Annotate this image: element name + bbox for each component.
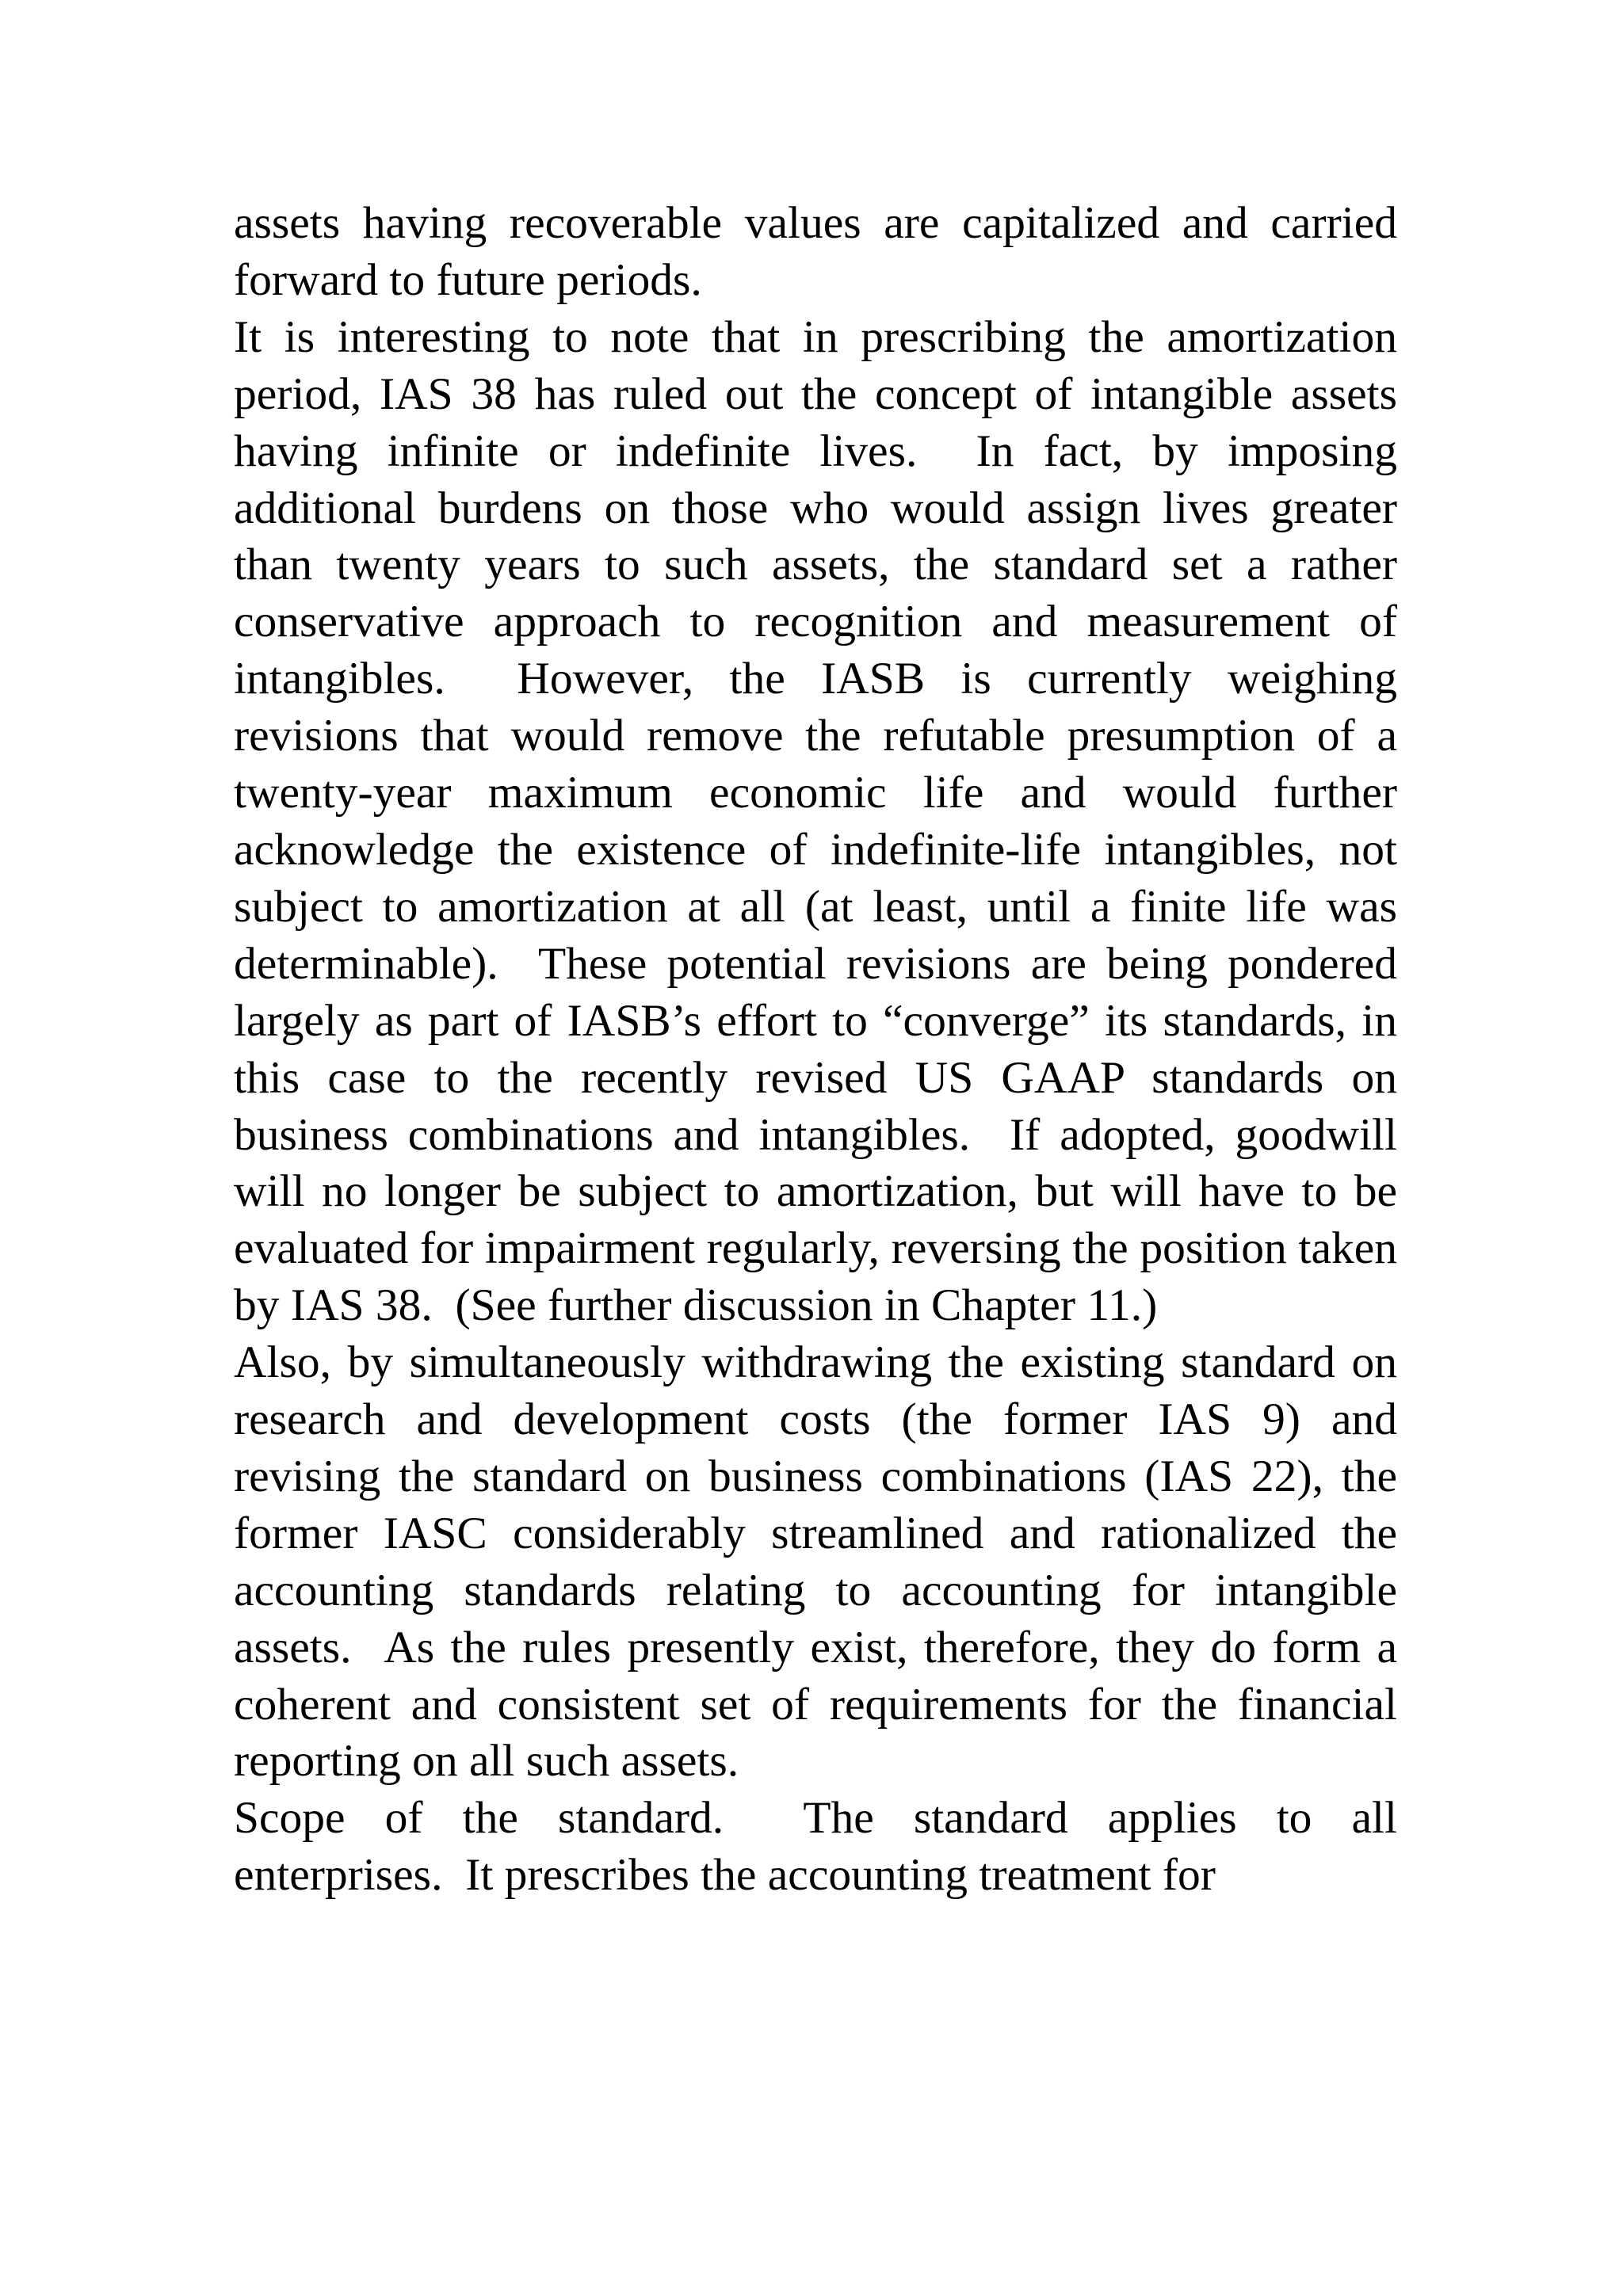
- body-text: [234, 195, 1397, 1904]
- paragraph-3: Also, by simultaneously withdrawing the existing standard on research and development costs (the former IAS 9) and revising the standard on business combinations (IAS 22), the former IASC considerably streamlined and rationalized the accounting standards relating to accounting for intangible assets. As the rules presently exist, therefore, they do form a coherent and consistent set of requirements for the financial reporting on all such assets.: [234, 1337, 1397, 1787]
- paragraph-2: It is interesting to note that in prescribing the amortization period, IAS 38 has ruled out the concept of intangible assets having infinite or indefinite lives. In fact, by imposing additional burdens on those who would assign lives greater than twenty years to such assets, the standard set a rather conservative approach to recognition and measurement of intangibles. However, the IASB is currently weighing revisions that would remove the refutable presumption of a twenty-year maximum economic life and would further acknowledge the existence of indefinite-life intangibles, not subject to amortization at all (at least, until a finite life was determinable). These potential revisions are being pondered largely as part of IASB’s effort to “converge” its standards, in this case to the recently revised US GAAP standards on business combinations and intangibles. If adopted, goodwill will no longer be subject to amortization, but will have to be evaluated for impairment regularly, reversing the position taken by IAS 38. (See further discussion in Chapter 11.): [234, 311, 1397, 1331]
- paragraph-1: assets having recoverable values are capitalized and carried forward to future periods.: [234, 198, 1397, 305]
- paragraph-4: Scope of the standard. The standard applies to all enterprises. It prescribes the accounting treatment for: [234, 1793, 1397, 1901]
